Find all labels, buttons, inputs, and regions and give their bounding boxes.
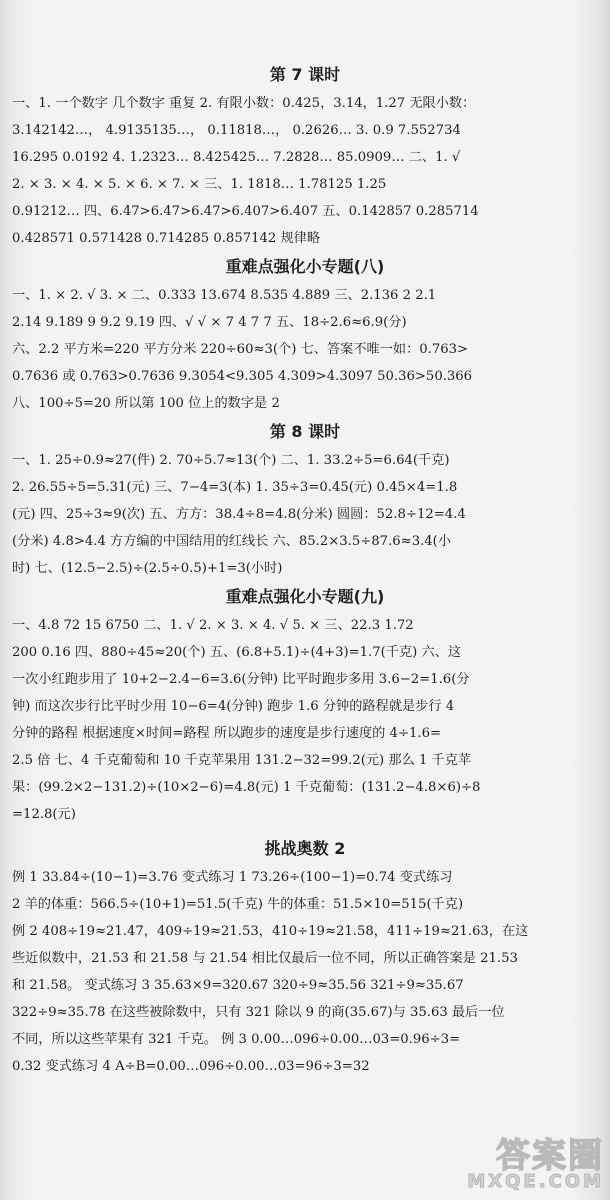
answer-line: 不同，所以这些苹果有 321 千克。 例 3 0.00…096÷0.00…03=0.96÷3= <box>12 1032 461 1047</box>
answer-line: 3.142142…， 4.9135135…， 0.11818…， 0.2626… 3. 0.9 7.552734 <box>12 123 461 138</box>
section-title: 第 8 课时 <box>269 422 341 441</box>
answer-line: (元) 四、25÷3≈9(次) 五、方方：38.4÷8=4.8(分米) 圆圆：52.8÷12=4.4 <box>12 507 466 522</box>
answer-line: 八、100÷5=20 所以第 100 位上的数字是 2 <box>12 396 280 411</box>
answer-line: 六、2.2 平方米=220 平方分米 220÷60≈3(个) 七、答案不唯一如：0.763> <box>12 342 469 357</box>
answer-line: 果：(99.2×2−131.2)÷(10×2−6)=4.8(元) 1 千克葡萄：(131.2−4.8×6)÷8 <box>12 780 481 795</box>
watermark-url: MXQE.COM <box>467 1171 604 1192</box>
answer-line: 一、1. 一个数字 几个数字 重复 2. 有限小数：0.425，3.14，1.27 无限小数： <box>12 96 476 111</box>
answer-line: (分米) 4.8>4.4 方方编的中国结用的红线长 六、85.2×3.5÷87.6≈3.4(小 <box>12 534 452 549</box>
site-watermark <box>454 1138 604 1192</box>
answer-line: 时) 七、(12.5−2.5)÷(2.5÷0.5)+1=3(小时) <box>12 561 283 576</box>
section-body <box>0 447 610 582</box>
section-lesson-8 <box>0 417 610 582</box>
answer-line: 分钟的路程 根据速度×时间=路程 所以跑步的速度是步行速度的 4÷1.6= <box>12 726 442 741</box>
answer-content <box>0 60 610 1150</box>
answer-line: 200 0.16 四、880÷45≈20(个) 五、(6.8+5.1)÷(4+3)=1.7(千克) 六、这 <box>12 645 462 660</box>
section-topic-8 <box>0 252 610 417</box>
section-body <box>0 90 610 252</box>
answer-line: 2 羊的体重：566.5÷(10+1)=51.5(千克) 牛的体重：51.5×10=515(千克) <box>12 897 464 912</box>
section-lesson-7 <box>0 60 610 252</box>
answer-line: 322÷9≈35.78 在这些被除数中，只有 321 除以 9 的商(35.67)与 35.63 最后一位 <box>12 1005 505 1020</box>
section-topic-9 <box>0 582 610 828</box>
answer-line: 一、4.8 72 15 6750 二、1. √ 2. × 3. × 4. √ 5. × 三、22.3 1.72 <box>12 618 414 633</box>
answer-line: 0.7636 或 0.763>0.7636 9.3054<9.305 4.309>4.3097 50.36>50.366 <box>12 369 473 384</box>
section-title: 第 7 课时 <box>269 65 341 84</box>
section-title: 重难点强化小专题(八) <box>225 257 385 276</box>
section-body <box>0 864 610 1080</box>
section-body <box>0 282 610 417</box>
watermark-logo-text: 答案圈 <box>496 1136 604 1176</box>
answer-line: =12.8(元) <box>12 807 76 822</box>
answer-line: 2. 26.55÷5=5.31(元) 三、7−4=3(本) 1. 35÷3=0.45(元) 0.45×4=1.8 <box>12 480 458 495</box>
section-body <box>0 612 610 828</box>
answer-line: 钟) 而这次步行比平时少用 10−6=4(分钟) 跑步 1.6 分钟的路程就是步行 4 <box>12 699 455 714</box>
answer-line: 一、1. 25÷0.9≈27(件) 2. 70÷5.7≈13(个) 二、1. 33.2÷5=6.64(千克) <box>12 453 450 468</box>
section-title: 重难点强化小专题(九) <box>225 587 385 606</box>
answer-line: 0.91212… 四、6.47>6.47>6.47>6.407>6.407 五、0.142857 0.285714 <box>12 204 479 219</box>
answer-line: 和 21.58。 变式练习 3 35.63×9=320.67 320÷9≈35.56 321÷9≈35.67 <box>12 978 464 993</box>
answer-line: 例 1 33.84÷(10−1)=3.76 变式练习 1 73.26÷(100−1)=0.74 变式练习 <box>12 870 453 885</box>
answer-line: 0.32 变式练习 4 A÷B=0.00…096÷0.00…03=96÷3=32 <box>12 1059 370 1074</box>
answer-line: 16.295 0.0192 4. 1.2323… 8.425425… 7.2828… 85.0909… 二、1. √ <box>12 150 461 165</box>
answer-line: 一次小红跑步用了 10+2−2.4−6=3.6(分钟) 比平时跑步多用 3.6−2=1.6(分 <box>12 672 470 687</box>
answer-line: 些近似数中，21.53 和 21.58 与 21.54 相比仅最后一位不同，所以正确答案是 21.53 <box>12 951 518 966</box>
answer-line: 2. × 3. × 4. × 5. × 6. × 7. × 三、1. 1818… 1.78125 1.25 <box>12 177 387 192</box>
answer-line: 例 2 408÷19≈21.47，409÷19≈21.53，410÷19≈21.58，411÷19≈21.63，在这 <box>12 924 529 939</box>
section-olympiad-2 <box>0 834 610 1080</box>
answer-line: 0.428571 0.571428 0.714285 0.857142 规律略 <box>12 231 321 246</box>
answer-line: 一、1. × 2. √ 3. × 二、0.333 13.674 8.535 4.889 三、2.136 2 2.1 <box>12 288 437 303</box>
answer-line: 2.14 9.189 9 9.2 9.19 四、√ √ × 7 4 7 7 五、18÷2.6≈6.9(分) <box>12 315 407 330</box>
section-title: 挑战奥数 2 <box>264 839 346 858</box>
answer-line: 2.5 倍 七、4 千克葡萄和 10 千克苹果用 131.2−32=99.2(元) 那么 1 千克苹 <box>12 753 472 768</box>
